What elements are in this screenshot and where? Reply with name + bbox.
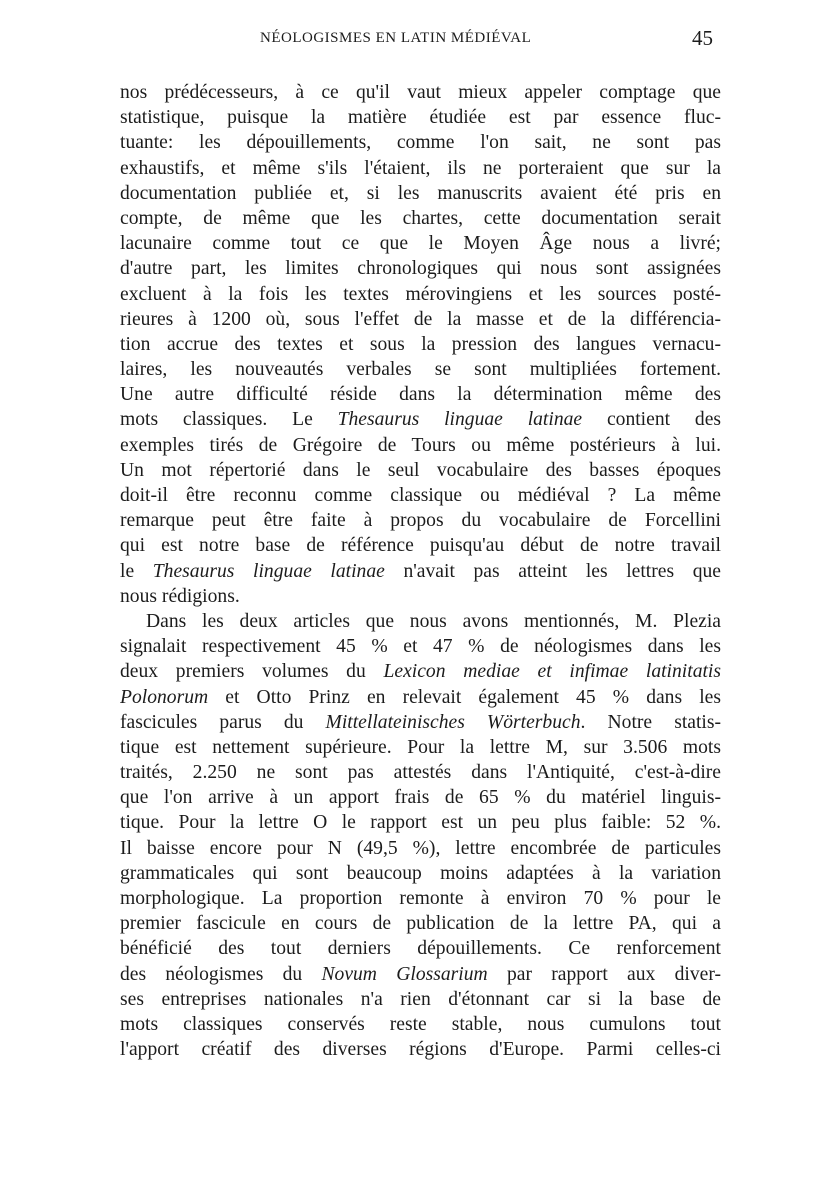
- paragraph: [120, 80, 721, 609]
- text-line: [120, 332, 721, 357]
- text-run: d'autre part, les limites chronologiques qui nous sont assignées: [120, 258, 721, 280]
- text-line: [120, 886, 721, 911]
- text-line: [120, 1012, 721, 1037]
- text-line: [120, 130, 721, 155]
- text-run: fascicules parus du: [120, 711, 326, 733]
- text-run: deux premiers volumes du: [120, 661, 384, 683]
- italic-title: Mittellateinisches Wörterbuch: [325, 711, 581, 733]
- text-run: exemples tirés de Grégoire de Tours ou même postérieurs à lui.: [120, 434, 721, 456]
- text-line: [120, 760, 721, 785]
- text-line: [120, 710, 721, 735]
- paragraph: [120, 609, 721, 1062]
- text-run: et Otto Prinz en relevait également 45 % dans les: [208, 686, 721, 708]
- text-line: [120, 307, 721, 332]
- text-run: des néologismes du: [120, 963, 322, 985]
- text-line: [120, 810, 721, 835]
- text-line: [120, 559, 721, 584]
- text-line: [120, 433, 721, 458]
- text-run: tique est nettement supérieure. Pour la lettre M, sur 3.506 mots: [120, 736, 721, 758]
- text-line: [120, 685, 721, 710]
- italic-title: Thesaurus linguae latinae: [152, 560, 385, 582]
- text-run: nous rédigions.: [120, 585, 240, 607]
- text-line: [120, 659, 721, 684]
- text-run: traités, 2.250 ne sont pas attestés dans l'Antiquité, c'est-à-dire: [120, 762, 721, 784]
- text-line: [120, 407, 721, 432]
- text-run: bénéficié des tout derniers dépouillements. Ce renforcement: [120, 938, 721, 960]
- text-run: le: [120, 560, 153, 582]
- text-run: tion accrue des textes et sous la pression des langues vernacu-: [120, 333, 721, 355]
- text-run: excluent à la fois les textes mérovingiens et les sources posté-: [120, 283, 721, 305]
- text-line: [120, 282, 721, 307]
- italic-title: Thesaurus linguae latinae: [337, 409, 583, 431]
- text-run: compte, de même que les chartes, cette documentation serait: [120, 207, 721, 229]
- italic-title: Novum Glossarium: [321, 963, 488, 985]
- text-run: laires, les nouveautés verbales se sont multipliées fortement.: [120, 359, 721, 381]
- text-run: n'avait pas atteint les lettres que: [384, 560, 721, 582]
- text-run: contient des: [582, 409, 721, 431]
- text-run: tuante: les dépouillements, comme l'on sait, ne sont pas: [120, 132, 721, 154]
- text-run: lacunaire comme tout ce que le Moyen Âge nous a livré;: [120, 233, 721, 255]
- text-run: . Notre statis-: [580, 711, 721, 733]
- text-run: Il baisse encore pour N (49,5 %), lettre encombrée de particules: [120, 837, 721, 859]
- text-line: [120, 483, 721, 508]
- text-run: exhaustifs, et même s'ils l'étaient, ils ne porteraient que sur la: [120, 157, 721, 179]
- text-line: [120, 609, 721, 634]
- italic-title: Polonorum: [120, 686, 209, 708]
- text-line: [120, 584, 721, 609]
- text-line: [120, 735, 721, 760]
- running-head: [120, 26, 720, 50]
- text-line: [120, 1037, 721, 1062]
- text-line: [120, 987, 721, 1012]
- text-run: ses entreprises nationales n'a rien d'étonnant car si la base de: [120, 988, 721, 1010]
- text-line: [120, 533, 721, 558]
- text-run: par rapport aux diver-: [487, 963, 721, 985]
- text-line: [120, 156, 721, 181]
- text-run: que l'on arrive à un apport frais de 65 % du matériel linguis-: [120, 787, 721, 809]
- text-run: premier fascicule en cours de publication de la lettre PA, qui a: [120, 913, 721, 935]
- text-run: tique. Pour la lettre O le rapport est un peu plus faible: 52 %.: [120, 812, 721, 834]
- italic-title: Lexicon mediae et infimae latinitatis: [383, 661, 721, 683]
- running-title: NÉOLOGISMES EN LATIN MÉDIÉVAL: [260, 30, 532, 46]
- text-line: [120, 962, 721, 987]
- text-line: [120, 911, 721, 936]
- text-run: statistique, puisque la matière étudiée est par essence fluc-: [120, 107, 721, 129]
- text-line: [120, 80, 721, 105]
- text-run: nos prédécesseurs, à ce qu'il vaut mieux appeler comptage que: [120, 82, 721, 103]
- text-run: l'apport créatif des diverses régions d'Europe. Parmi celles-ci: [120, 1039, 721, 1061]
- text-run: Un mot répertorié dans le seul vocabulaire des basses époques: [120, 459, 721, 481]
- text-run: doit-il être reconnu comme classique ou médiéval ? La même: [120, 485, 721, 506]
- page-number: 45: [692, 26, 713, 50]
- text-line: [120, 836, 721, 861]
- text-run: signalait respectivement 45 % et 47 % de néologismes dans les: [120, 636, 721, 658]
- text-run: Une autre difficulté réside dans la détermination même des: [120, 384, 721, 406]
- text-line: [120, 382, 721, 407]
- text-run: Dans les deux articles que nous avons mentionnés, M. Plezia: [146, 610, 721, 632]
- text-run: mots classiques. Le: [120, 409, 338, 431]
- text-run: remarque peut être faite à propos du vocabulaire de Forcellini: [120, 510, 721, 532]
- text-line: [120, 458, 721, 483]
- text-line: [120, 256, 721, 281]
- text-run: rieures à 1200 où, sous l'effet de la masse et de la différencia-: [120, 308, 721, 330]
- text-run: grammaticales qui sont beaucoup moins adaptées à la variation: [120, 862, 721, 884]
- text-line: [120, 206, 721, 231]
- text-line: [120, 105, 721, 130]
- text-line: [120, 231, 721, 256]
- body-text: [120, 80, 721, 1062]
- text-line: [120, 634, 721, 659]
- text-run: morphologique. La proportion remonte à environ 70 % pour le: [120, 888, 721, 909]
- text-line: [120, 785, 721, 810]
- text-line: [120, 861, 721, 886]
- text-line: [120, 357, 721, 382]
- text-line: [120, 508, 721, 533]
- text-line: [120, 936, 721, 961]
- text-run: documentation publiée et, si les manuscrits avaient été pris en: [120, 182, 721, 204]
- text-run: mots classiques conservés reste stable, nous cumulons tout: [120, 1013, 721, 1035]
- text-line: [120, 181, 721, 206]
- text-run: qui est notre base de référence puisqu'au début de notre travail: [120, 535, 721, 557]
